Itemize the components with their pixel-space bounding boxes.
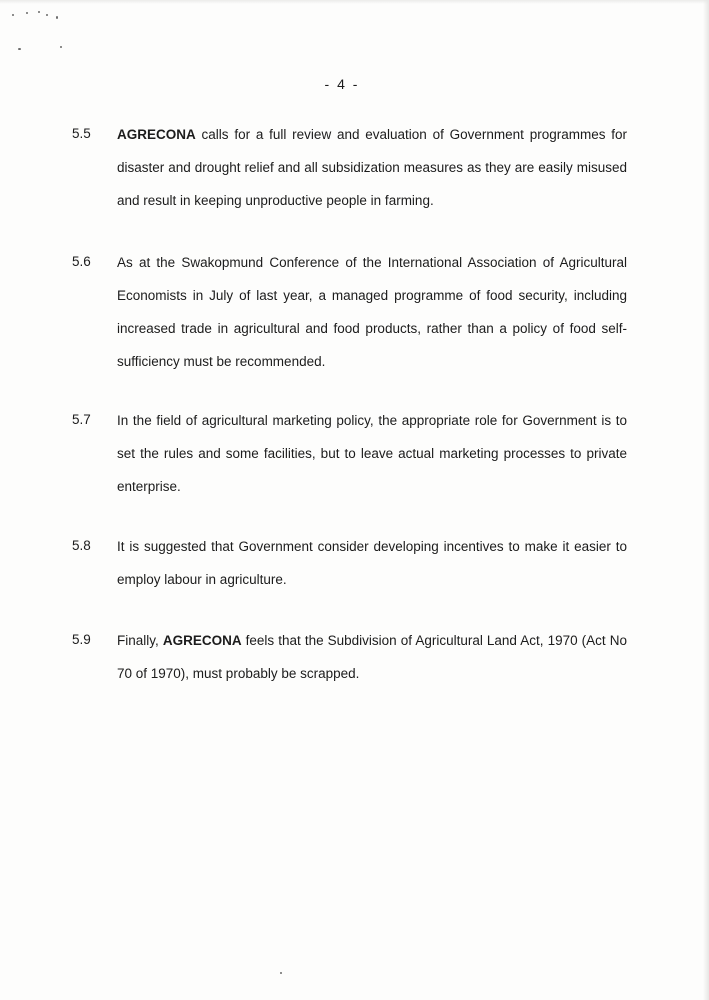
section-number: 5.7 (72, 412, 91, 427)
scan-speck (26, 12, 28, 14)
section-text-body: feels that the Subdivision of Agricultural Land Act, 1970 (Act No 70 of 1970), must probably be scrapped. (117, 633, 627, 681)
section-number: 5.8 (72, 538, 91, 553)
scan-speck (12, 14, 14, 16)
scan-speck (46, 14, 48, 16)
section-text-body: calls for a full review and evaluation of Government programmes for disaster and drought relief and all subsidization measures as they are easily misused and result in keeping unproductive people in farming. (117, 127, 627, 208)
section-number: 5.6 (72, 254, 91, 269)
scan-speck (56, 16, 58, 19)
section-text-lead: Finally, (117, 633, 163, 648)
organization-name: AGRECONA (162, 633, 242, 648)
section-text (117, 624, 627, 690)
scan-speck (60, 46, 62, 48)
organization-name: AGRECONA (117, 127, 196, 142)
section-text: In the field of agricultural marketing policy, the appropriate role for Government is to set the rules and some facilities, but to leave actual marketing processes to private enterprise. (117, 413, 627, 494)
scan-speck (280, 972, 282, 974)
section-text: As at the Swakopmund Conference of the International Association of Agricultural Economists in July of last year, a managed programme of food security, including increased trade in agricultural and food products, rather than a policy of food self-sufficiency must be recommended. (117, 255, 627, 369)
section-number: 5.5 (72, 126, 91, 141)
section-text: It is suggested that Government consider developing incentives to make it easier to employ labour in agriculture. (117, 539, 627, 587)
scan-speck (38, 11, 40, 13)
scan-edge-shadow (703, 0, 709, 1000)
scan-speck (18, 48, 21, 50)
scan-top-shadow (0, 0, 709, 4)
page-number: - 4 - (324, 76, 360, 92)
section-number: 5.9 (72, 632, 91, 647)
section-text (117, 118, 627, 217)
